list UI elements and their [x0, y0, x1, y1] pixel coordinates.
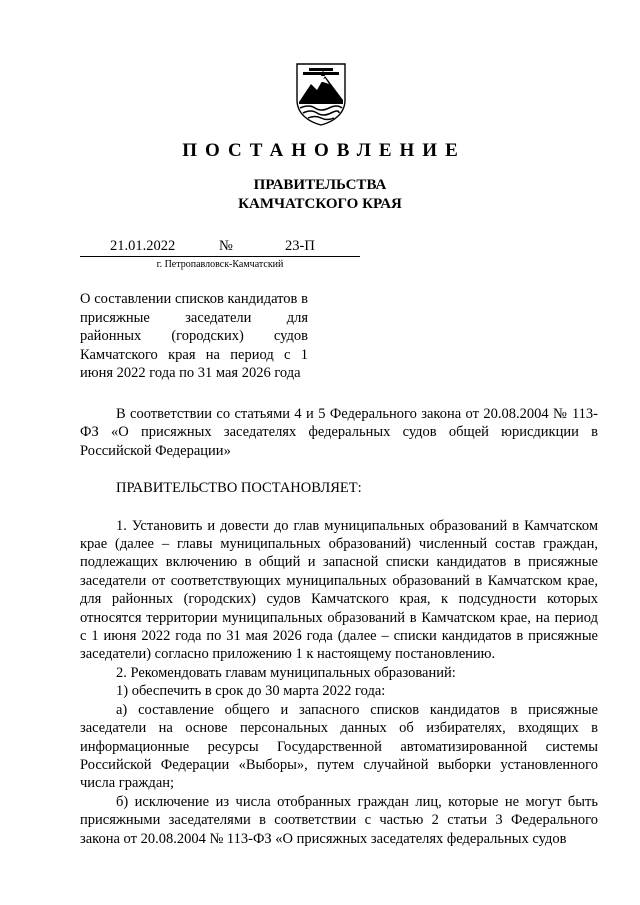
document-subject: О составлении списков кандидатов в присяжные заседатели для районных (городских) судов Камчатского края на период с 1 июня 2022 года по 31 мая 2026 года	[80, 291, 308, 381]
document-date: 21.01.2022	[110, 238, 176, 254]
authority-line-2: КАМЧАТСКОГО КРАЯ	[238, 196, 402, 212]
document-number: 23-П	[285, 238, 315, 254]
document-body	[80, 405, 598, 848]
paragraph-item-2-1: 1) обеспечить в срок до 30 марта 2022 года:	[116, 683, 386, 700]
preamble-paragraph: В соответствии со статьями 4 и 5 Федерального закона от 20.08.2004 № 113-ФЗ «О присяжных заседателях федеральных судов общей юрисдикции в Российской Федерации»	[80, 406, 598, 459]
resolution-heading: ПРАВИТЕЛЬСТВО ПОСТАНОВЛЯЕТ:	[116, 480, 362, 497]
authority-line-1: ПРАВИТЕЛЬСТВА	[253, 177, 387, 193]
paragraph-item-1: 1. Установить и довести до глав муниципальных образований в Камчатском крае (далее – главы муниципальных образований) численный состав граждан, подлежащих включению в общий и запасной списки кандидатов в присяжные заседатели от соответствующих муниципальных образований в Камчатском крае, для районных (городских) судов Камчатского края, к подсудности которых относятся территории муниципальных образований в Камчатском крае, на период с 1 июня 2022 года по 31 мая 2026 года (далее – списки кандидатов в присяжные заседатели) согласно приложению 1 к настоящему постановлению.	[80, 517, 598, 663]
paragraph-item-2-1-a: а) составление общего и запасного списков кандидатов в присяжные заседатели на основе персональных данных об избирателях, входящих в информационные ресурсы Государственной автоматизированной системы Российской Федерации «Выборы», путем случайной выборки установленного числа граждан;	[80, 701, 598, 792]
number-sign: №	[219, 238, 233, 254]
issue-city: г. Петропавловск-Камчатский	[156, 259, 284, 270]
document-date-number	[80, 238, 360, 258]
document-type-title: ПОСТАНОВЛЕНИЕ	[182, 140, 466, 161]
paragraph-item-2: 2. Рекомендовать главам муниципальных образований:	[116, 664, 456, 681]
issuing-authority	[0, 176, 640, 214]
paragraph-item-2-1-b: б) исключение из числа отобранных граждан лиц, которые не могут быть присяжными заседателями в соответствии с частью 2 статьи 3 Федерального закона от 20.08.2004 № 113-ФЗ «О присяжных заседателях федеральных судов	[80, 793, 598, 847]
kamchatka-coat-of-arms-icon	[295, 62, 347, 126]
date-underline	[80, 256, 360, 257]
